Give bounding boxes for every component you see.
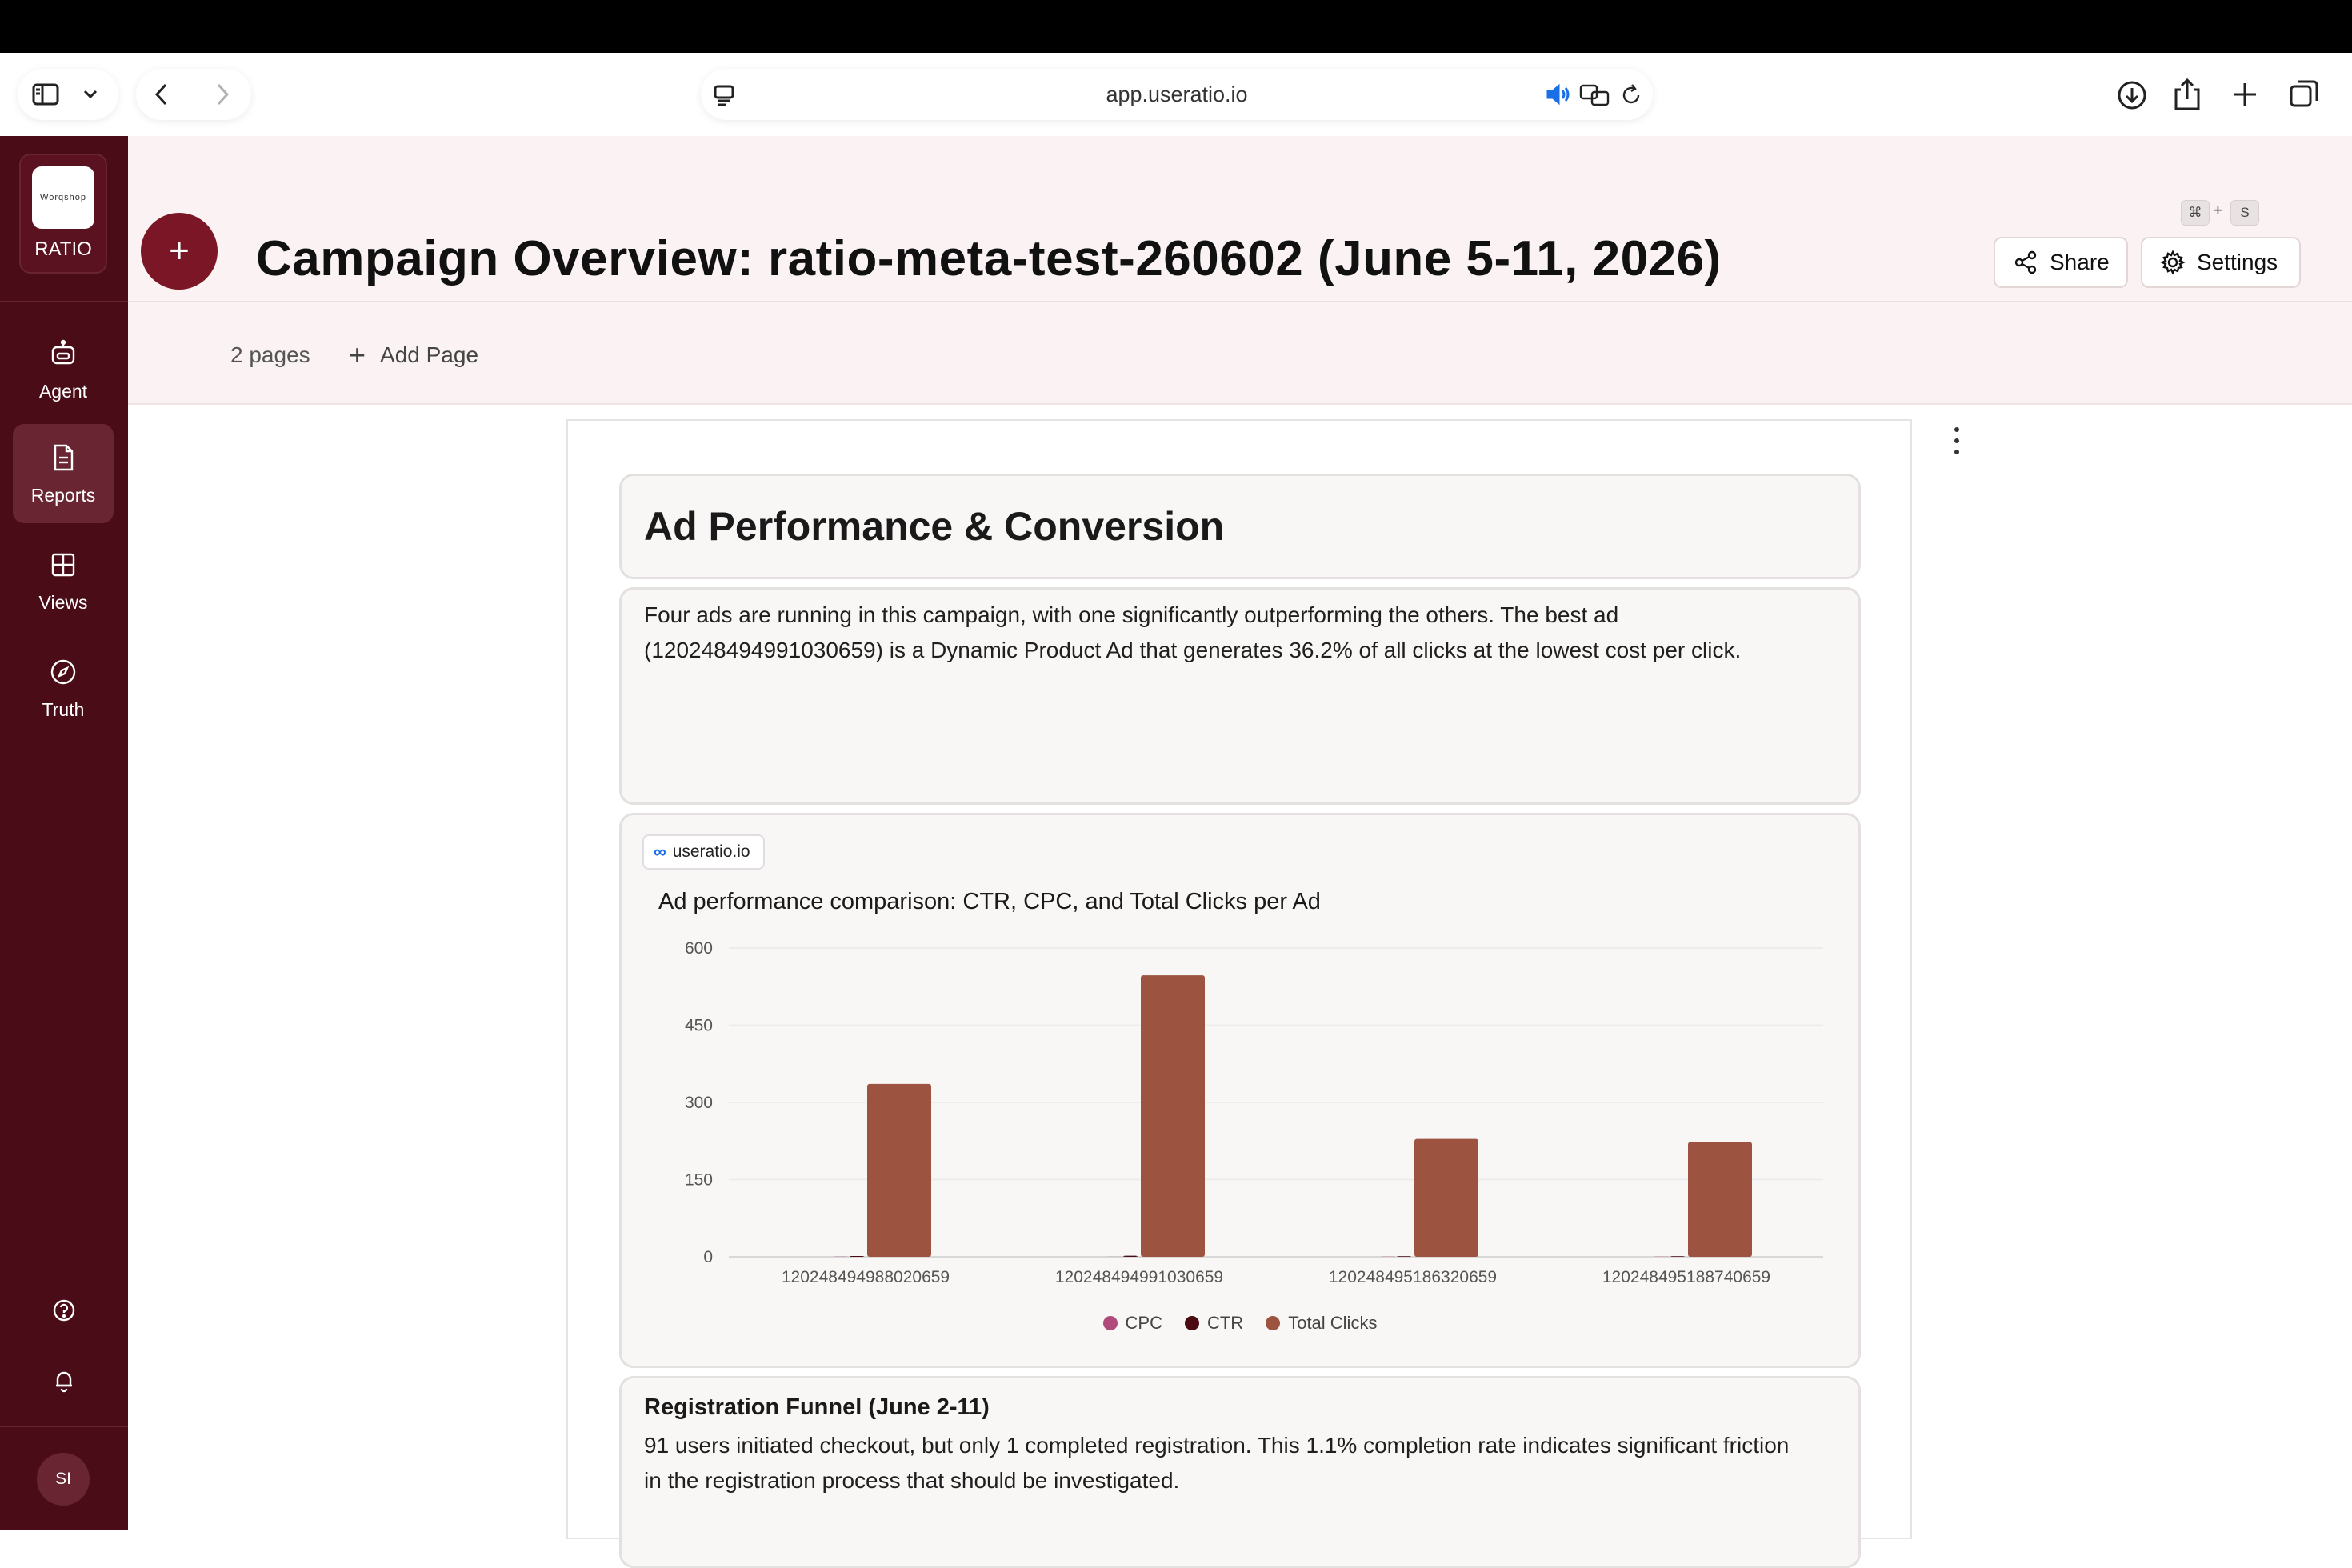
chevron-down-icon[interactable]: [82, 86, 99, 102]
bar-total-clicks[interactable]: [1141, 975, 1205, 1257]
share-button[interactable]: [1994, 237, 2128, 288]
logo-image: Worqshop: [32, 166, 94, 229]
compass-icon: [13, 658, 114, 686]
sidebar-item-label: Reports: [13, 485, 114, 506]
y-tick-label: 0: [703, 1248, 713, 1266]
legend-item[interactable]: [1103, 1313, 1162, 1334]
sidebar-divider: [0, 1426, 128, 1427]
chart-card[interactable]: [619, 813, 1861, 1368]
data-source-chip[interactable]: [642, 834, 765, 870]
summary-text-card[interactable]: [619, 587, 1861, 805]
robot-icon: [13, 339, 114, 368]
funnel-heading: Registration Funnel (June 2-11): [644, 1394, 990, 1421]
x-tick-label: 120248494991030659: [1055, 1268, 1223, 1286]
sidebar-item-label: Views: [13, 592, 114, 614]
legend-swatch: [1103, 1316, 1118, 1330]
y-tick-label: 150: [685, 1171, 713, 1190]
summary-line: Four ads are running in this campaign, with one significantly outperforming the others. The best ad: [644, 598, 1844, 633]
logo-label: RATIO: [21, 238, 106, 261]
y-tick-label: 450: [685, 1017, 713, 1035]
bar-ctr[interactable]: [1670, 1256, 1685, 1257]
sidebar-item-label: Truth: [13, 699, 114, 721]
back-icon[interactable]: [152, 82, 171, 107]
y-tick-label: 300: [685, 1094, 713, 1112]
x-tick-label: 120248495186320659: [1329, 1268, 1497, 1286]
shortcut-key-cmd: ⌘: [2181, 200, 2210, 226]
funnel-text-card[interactable]: [619, 1376, 1861, 1568]
bar-ctr[interactable]: [850, 1256, 864, 1257]
pages-count: 2 pages: [230, 342, 310, 368]
settings-button[interactable]: [2141, 237, 2301, 288]
add-page-label: Add Page: [380, 342, 478, 368]
summary-line: (120248494991030659) is a Dynamic Product Ad that generates 36.2% of all clicks at the lowest cost per click.: [644, 633, 1844, 668]
add-page-button[interactable]: [349, 342, 478, 368]
sidebar-item-reports[interactable]: [13, 424, 114, 523]
chart-title: Ad performance comparison: CTR, CPC, and Total Clicks per Ad: [658, 889, 1321, 915]
bar-total-clicks[interactable]: [867, 1084, 931, 1257]
sidebar-divider: [0, 301, 128, 302]
sidebar-toggle-icon[interactable]: [32, 83, 59, 106]
y-tick-label: 600: [685, 939, 713, 958]
downloads-icon[interactable]: [2117, 80, 2147, 110]
legend-swatch: [1266, 1316, 1280, 1330]
bar-chart: [622, 919, 1863, 1303]
workspace-logo[interactable]: [19, 154, 107, 274]
chart-legend: [622, 1313, 1858, 1334]
share-browser-icon[interactable]: [2173, 77, 2202, 110]
bar-total-clicks[interactable]: [1688, 1142, 1752, 1257]
legend-label: CPC: [1126, 1313, 1162, 1334]
funnel-line: in the registration process that should be investigated.: [644, 1463, 1844, 1498]
browser-toolbar: [0, 53, 2352, 136]
help-icon[interactable]: [45, 1291, 83, 1330]
grid-icon: [13, 550, 114, 579]
bar-ctr[interactable]: [1397, 1256, 1411, 1257]
sidebar-item-views[interactable]: [13, 531, 114, 630]
document-icon: [13, 443, 114, 472]
app-sidebar: [0, 136, 128, 1530]
user-avatar[interactable]: SI: [37, 1453, 90, 1506]
legend-item[interactable]: [1185, 1313, 1243, 1334]
legend-item[interactable]: [1266, 1313, 1377, 1334]
address-bar[interactable]: [701, 69, 1653, 120]
url-text[interactable]: app.useratio.io: [701, 82, 1653, 107]
speaker-icon[interactable]: [1546, 83, 1573, 106]
x-tick-label: 120248494988020659: [782, 1268, 950, 1286]
sidebar-item-agent[interactable]: [13, 320, 114, 419]
sidebar-toggle-group[interactable]: [18, 69, 118, 120]
bell-icon[interactable]: [45, 1362, 83, 1400]
bar-total-clicks[interactable]: [1414, 1139, 1478, 1257]
share-icon: [2013, 250, 2038, 275]
report-header: [128, 136, 2352, 302]
meta-infinity-icon: ∞: [654, 842, 666, 862]
pages-bar: [128, 302, 2352, 405]
legend-label: CTR: [1207, 1313, 1243, 1334]
shortcut-plus: +: [2213, 200, 2223, 221]
gear-icon: [2160, 250, 2186, 275]
section-title-card[interactable]: [619, 474, 1861, 579]
funnel-line: 91 users initiated checkout, but only 1 completed registration. This 1.1% completion rate indicates significant friction: [644, 1428, 1844, 1463]
shortcut-key-s: S: [2230, 200, 2259, 226]
forward-icon[interactable]: [213, 82, 232, 107]
new-report-button[interactable]: +: [141, 213, 218, 290]
new-tab-icon[interactable]: [2230, 80, 2259, 109]
sidebar-item-label: Agent: [13, 381, 114, 402]
history-nav-group: [136, 69, 251, 120]
page-menu-icon[interactable]: [1947, 427, 1966, 454]
legend-swatch: [1185, 1316, 1199, 1330]
screen-top-bar: [0, 0, 2352, 53]
page-title: Campaign Overview: ratio-meta-test-260602 (June 5-11, 2026): [256, 230, 1722, 287]
x-tick-label: 120248495188740659: [1602, 1268, 1770, 1286]
reload-icon[interactable]: [1619, 83, 1643, 107]
share-label: Share: [2050, 250, 2110, 275]
tab-overview-icon[interactable]: [2288, 78, 2320, 110]
legend-label: Total Clicks: [1288, 1313, 1377, 1334]
sidebar-item-truth[interactable]: [13, 638, 114, 738]
data-source-label: useratio.io: [673, 842, 750, 862]
translate-icon[interactable]: [1579, 83, 1611, 107]
section-title: Ad Performance & Conversion: [644, 503, 1224, 550]
settings-label: Settings: [2197, 250, 2278, 275]
bar-ctr[interactable]: [1123, 1256, 1138, 1257]
plus-icon: +: [349, 344, 366, 366]
